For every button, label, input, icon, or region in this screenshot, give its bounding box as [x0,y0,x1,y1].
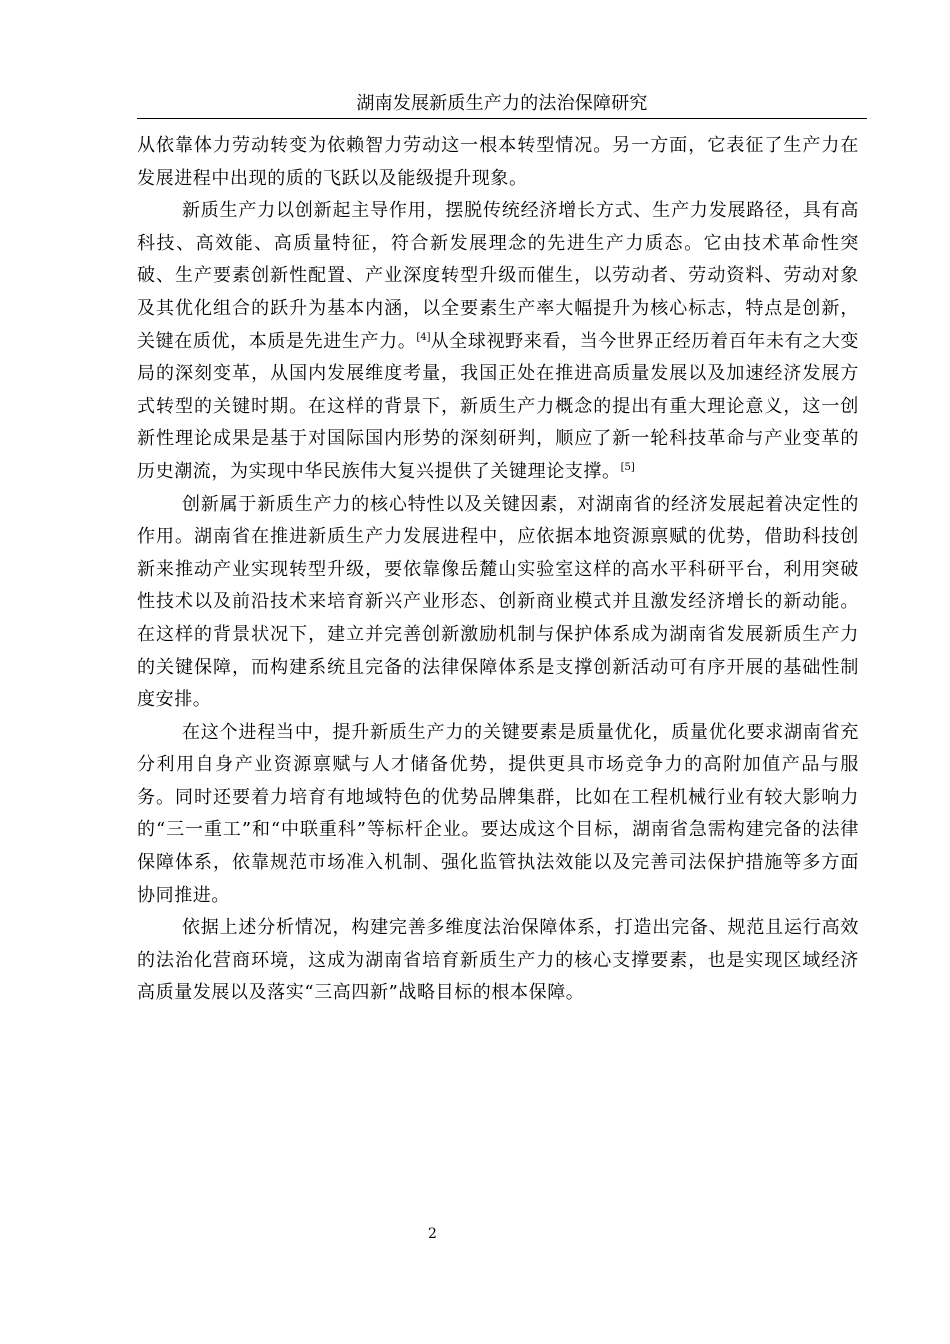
paragraph-continued: 从依靠体力劳动转变为依赖智力劳动这一根本转型情况。另一方面，它表征了生产力在发展进程中出现的质的飞跃以及能级提升现象。 [137,135,859,189]
page-number: 2 [428,1226,437,1242]
header-rule [137,118,867,119]
citation-ref: [5] [620,461,635,473]
paragraph-quality: 在这个进程当中，提升新质生产力的关键要素是质量优化，质量优化要求湖南省充分利用自身产业资源禀赋与人才储备优势，提供更具市场竞争力的高附加值产品与服务。同时还要着力培育有地域特色的优势品牌集群，比如在工程机械行业有较大影响力的“三一重工”和“中联重科”等标杆企业。要达成这个目标，湖南省急需构建完备的法律保障体系，依靠规范市场准入机制、强化监管执法效能以及完善司法保护措施等多方面协同推进。 [137,721,859,906]
paragraph-conclusion: 依据上述分析情况，构建完善多维度法治保障体系，打造出完备、规范且运行高效的法治化营商环境，这成为湖南省培育新质生产力的核心支撑要素，也是实现区域经济高质量发展以及落实“三高四新”战略目标的根本保障。 [137,917,859,1004]
paragraph-text: 新质生产力以创新起主导作用，摆脱传统经济增长方式、生产力发展路径，具有高科技、高效能、高质量特征，符合新发展理念的先进生产力质态。它由技术革命性突破、生产要素创新性配置、产业深度转型升级而催生，以劳动者、劳动资料、劳动对象及其优化组合的跃升为基本内涵，以全要素生产率大幅提升为核心标志，特点是创新，关键在质优，本质是先进生产力。 [137,200,859,352]
paragraph-innovation: 创新属于新质生产力的核心特性以及关键因素，对湖南省的经济发展起着决定性的作用。湖南省在推进新质生产力发展进程中，应依据本地资源禀赋的优势，借助科技创新来推动产业实现转型升级，要依靠像岳麓山实验室这样的高水平科研平台，利用突破性技术以及前沿技术来培育新兴产业形态、创新商业模式并且激发经济增长的新动能。在这样的背景状况下，建立并完善创新激励机制与保护体系成为湖南省发展新质生产力的关键保障，而构建系统且完备的法律保障体系是支撑创新活动可有序开展的基础性制度安排。 [137,493,859,711]
citation-ref: [4] [416,331,431,343]
body-text [137,130,859,1010]
paragraph-new-productivity-definition [137,195,859,488]
running-header: 湖南发展新质生产力的法治保障研究 [356,93,648,114]
paragraph-text: 从全球视野来看，当今世界正经历着百年未有之大变局的深刻变革，从国内发展维度考量，我国正处在推进高质量发展以及加速经济发展方式转型的关键时期。在这样的背景下，新质生产力概念的提出有重大理论意义，这一创新性理论成果是基于对国际国内形势的深刻研判，顺应了新一轮科技革命与产业变革的历史潮流，为实现中华民族伟大复兴提供了关键理论支撑。 [137,330,859,482]
